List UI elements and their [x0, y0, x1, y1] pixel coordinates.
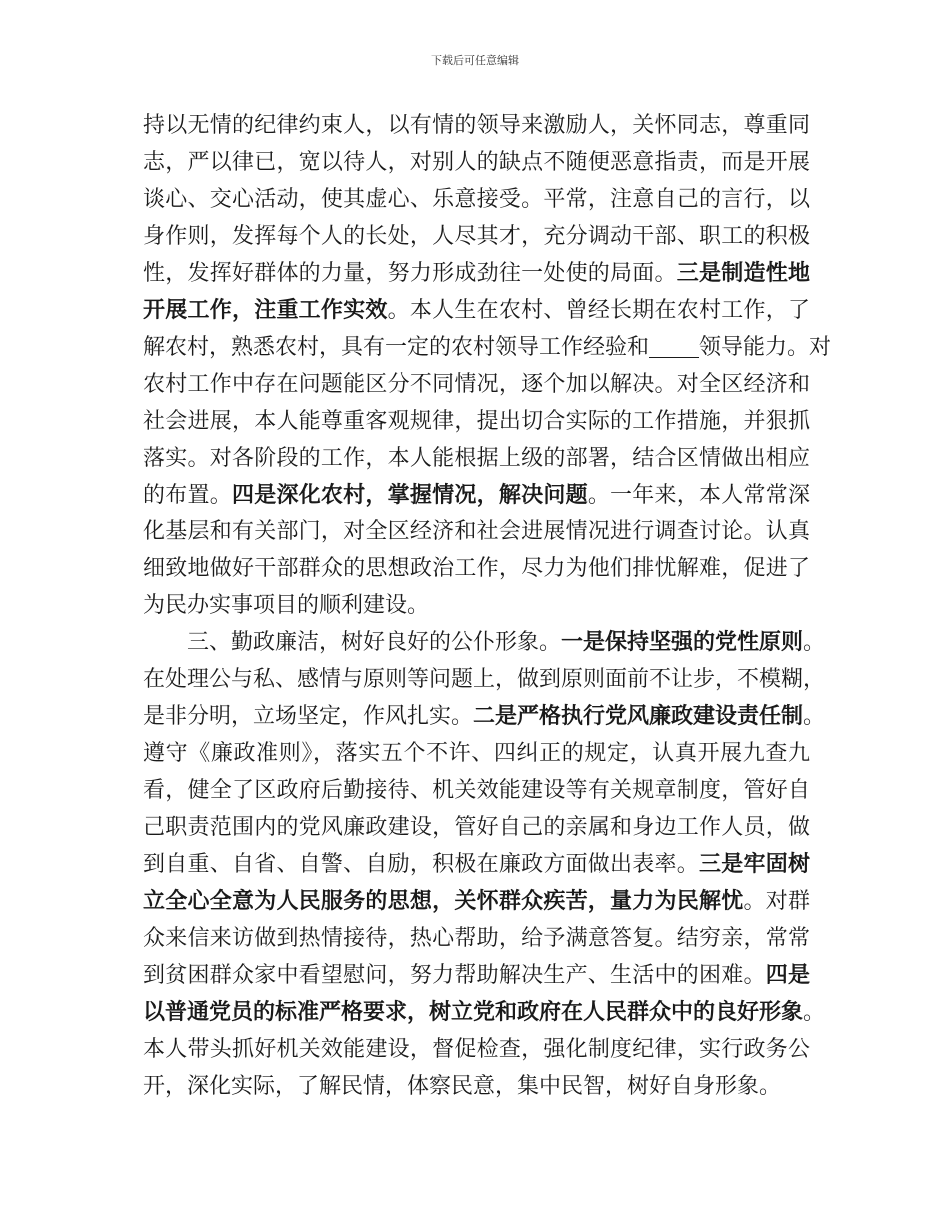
body-text-span: 。 [803, 999, 826, 1025]
text-line [143, 958, 810, 994]
body-text-span: 农村工作中存在问题能区分不同情况，逐个加以解决。对全区经济和 [143, 371, 810, 397]
text-line [143, 699, 826, 735]
bold-heading-text: 四是深化农村，掌握情况，解决问题 [231, 482, 588, 508]
text-line [143, 1069, 810, 1105]
body-text-span: 本人带头抓好机关效能建设，督促检查，强化制度纪律，实行政务公 [143, 1036, 810, 1062]
body-text-span: 到贫困群众家中看望慰问，努力帮助解决生产、生活中的困难。 [143, 962, 766, 988]
body-text-span: 。 [803, 704, 826, 730]
body-text-span: 看，健全了区政府后勤接待、机关效能建设等有关规章制度，管好自 [143, 778, 810, 804]
text-line [143, 884, 810, 920]
bold-heading-text: 四是 [765, 962, 810, 988]
body-text-span: 。一年来，本人常常深 [587, 482, 810, 508]
text-line [143, 921, 810, 957]
text-line [143, 736, 810, 772]
body-text-span: 为民办实事项目的顺利建设。 [143, 593, 430, 619]
bold-heading-text: 立全心全意为人民服务的思想，关怀群众疾苦，量力为民解忧 [143, 888, 744, 914]
text-line [143, 551, 810, 587]
bold-heading-text: 三是制造性地 [676, 260, 810, 286]
text-line [143, 182, 810, 218]
text-line [143, 847, 810, 883]
body-text-span: 领导能力。对 [699, 334, 832, 360]
body-text-span: 化基层和有关部门，对全区经济和社会进展情况进行调查讨论。认真 [143, 519, 810, 545]
body-text-span: 志，严以律已，宽以待人，对别人的缺点不随便恶意指责，而是开展 [143, 149, 810, 175]
text-line [143, 588, 810, 624]
text-line [143, 256, 810, 292]
body-text-span: 。 [803, 630, 826, 656]
body-text-span: 到自重、自省、自警、自励，积极在廉政方面做出表率。 [143, 852, 700, 877]
body-text-span: 三、勤政廉洁，树好良好的公仆形象。 [143, 630, 562, 656]
text-line [143, 330, 832, 366]
body-text-span: 落实。对各阶段的工作，本人能根据上级的部署，结合区情做出相应 [143, 445, 810, 471]
body-text-span: 是非分明，立场坚定，作风扎实。 [143, 704, 474, 730]
body-text-span: 解农村，熟悉农村，具有一定的农村领导工作经验和 [143, 334, 650, 360]
text-line [143, 478, 810, 514]
body-text-span: 身作则，发挥每个人的长处，人尽其才，充分调动干部、职工的积极 [143, 223, 810, 249]
bold-heading-text: 开展工作，注重工作实效 [143, 297, 388, 323]
text-line [143, 514, 810, 550]
text-line [143, 662, 826, 698]
body-text-span: 开，深化实际，了解民情，体察民意，集中民智，树好自身形象。 [143, 1073, 782, 1099]
body-text-span: 己职责范围内的党风廉政建设，管好自己的亲属和身边工作人员，做 [143, 815, 810, 841]
page-header: 下载后可任意编辑 [431, 54, 519, 67]
text-line [143, 625, 826, 661]
bold-heading-text: 三是牢固树 [699, 852, 810, 877]
text-line [143, 995, 826, 1031]
body-text-span: 细致地做好干部群众的思想政治工作，尽力为他们排忧解难，促进了 [143, 556, 810, 582]
body-text-span: 性，发挥好群体的力量，努力形成劲往一处使的局面。 [143, 260, 677, 286]
body-text-span: 。对群 [743, 888, 810, 914]
body-text-span: 持以无情的纪律约束人，以有情的领导来激励人，关怀同志，尊重同 [143, 113, 810, 138]
text-line [143, 293, 810, 329]
body-text-span: 众来信来访做到热情接待，热心帮助，给予满意答复。结穷亲，常常 [143, 925, 810, 951]
body-text-span: 谈心、交心活动，使其虚心、乐意接受。平常，注意自己的言行，以 [143, 186, 810, 212]
text-line [143, 441, 810, 477]
text-line [143, 145, 810, 181]
body-text-span: 在处理公与私、感情与原则等问题上，做到原则面前不让步，不模糊， [143, 667, 826, 693]
bold-heading-text: 以普通党员的标准严格要求，树立党和政府在人民群众中的良好形象 [143, 999, 804, 1025]
bold-heading-text: 一是保持坚强的党性原则 [561, 630, 804, 656]
body-text-span: 社会进展，本人能尊重客观规律，提出切合实际的工作措施，并狠抓 [143, 408, 810, 434]
bold-heading-text: 二是严格执行党风廉政建设责任制 [473, 704, 804, 730]
text-line [143, 810, 810, 846]
text-line [143, 219, 810, 255]
text-line [143, 367, 810, 403]
text-line [143, 773, 810, 809]
text-line [143, 108, 810, 144]
text-line [143, 404, 810, 440]
fill-in-blank [649, 335, 699, 358]
body-text-span: 的布置。 [143, 482, 232, 508]
text-line [143, 1032, 810, 1068]
body-text-span: 遵守《廉政准则》，落实五个不许、四纠正的规定，认真开展九查九 [143, 741, 810, 767]
body-text-span: 。本人生在农村、曾经长期在农村工作，了 [387, 297, 810, 323]
